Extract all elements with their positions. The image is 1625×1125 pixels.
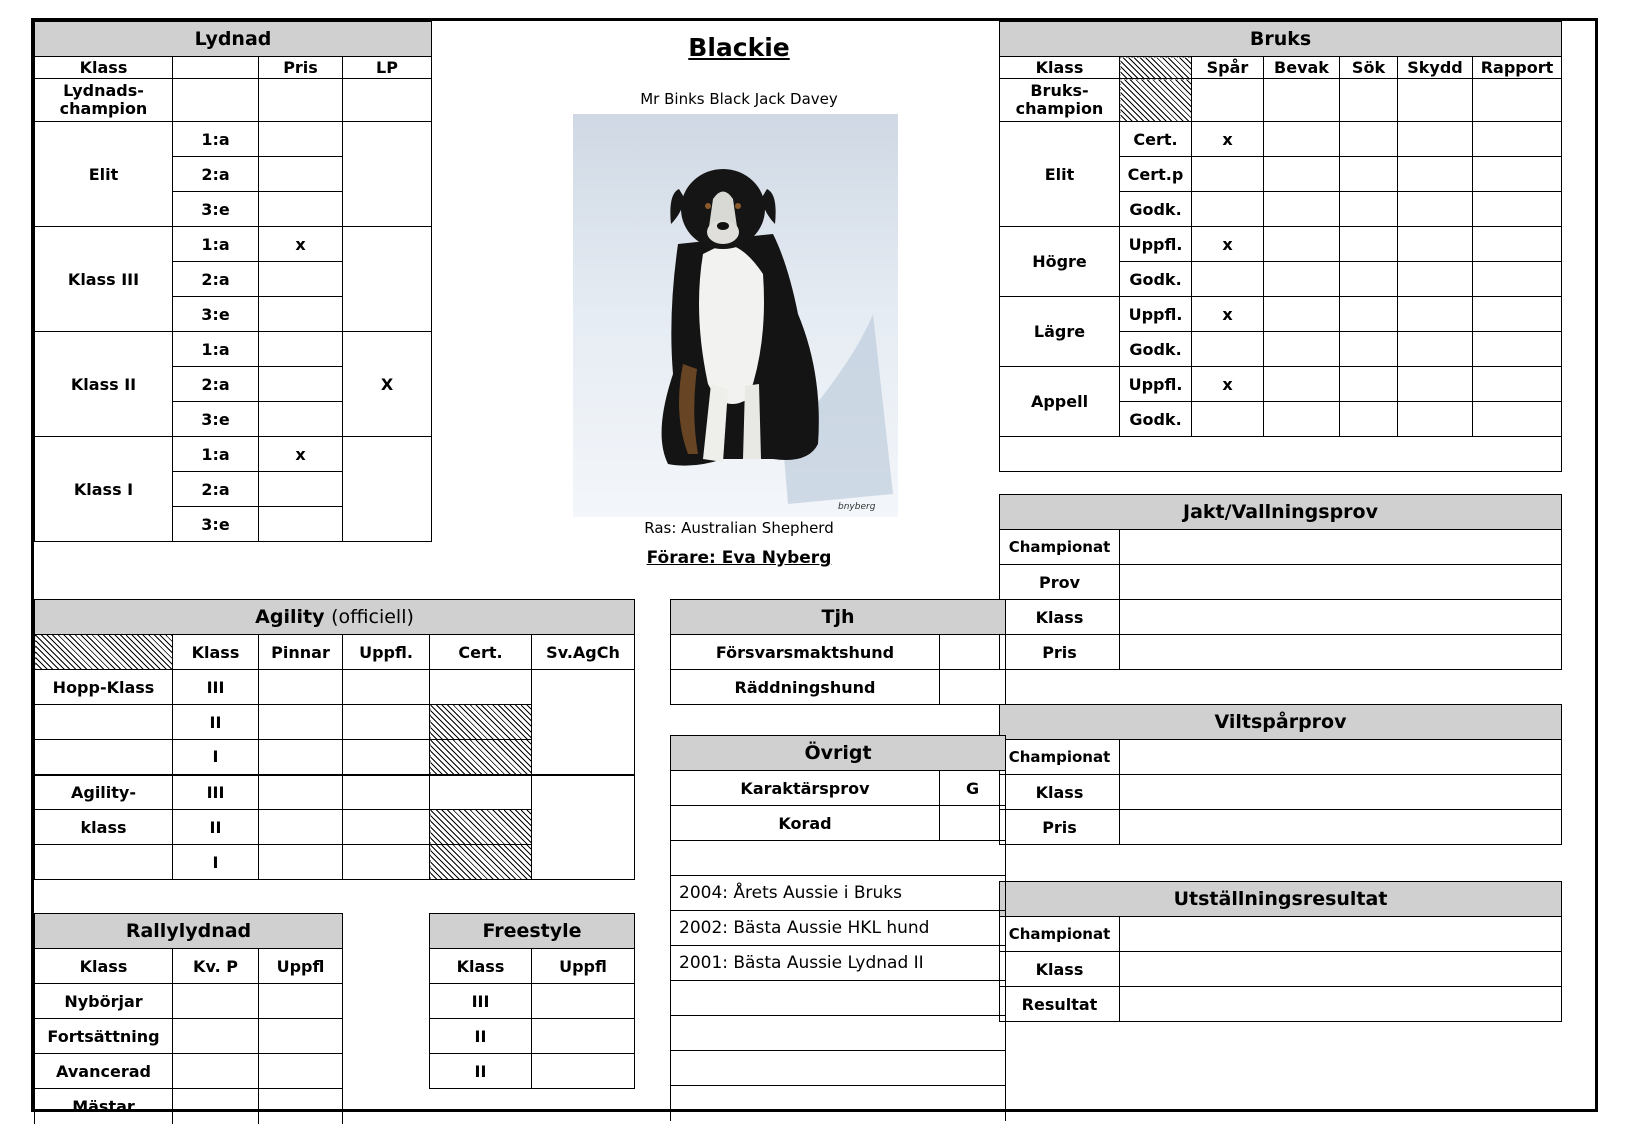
jakt-value	[1120, 600, 1562, 635]
lydnad-header-klass: Klass	[35, 57, 173, 79]
bruks-sub-godk: Godk.	[1120, 192, 1192, 227]
ovrigt-row-label: Karaktärsprov	[671, 771, 940, 806]
bruks-spar-mark: x	[1192, 122, 1264, 157]
vilt-value	[1120, 775, 1562, 810]
vilt-row-klass: Klass	[1000, 775, 1120, 810]
lydnad-pris-cell	[259, 507, 343, 542]
lydnad-place: 1:a	[173, 122, 259, 157]
lydnad-pris-cell	[259, 332, 343, 367]
bruks-sub-godk: Godk.	[1120, 332, 1192, 367]
agility-header-cert: Cert.	[430, 635, 532, 670]
bruks-cell	[1473, 227, 1562, 262]
bruks-header-rapport: Rapport	[1473, 57, 1562, 79]
bruks-cell	[1473, 332, 1562, 367]
bruks-cell	[1398, 227, 1473, 262]
bruks-cell	[1192, 157, 1264, 192]
dog-breed: Ras: Australian Shepherd	[644, 519, 834, 537]
bruks-cell	[1340, 192, 1398, 227]
bruks-cell	[1473, 402, 1562, 437]
bruks-spar-mark: x	[1192, 297, 1264, 332]
agility-hopp-label: Hopp-Klass	[35, 670, 173, 705]
freestyle-table	[429, 913, 635, 1089]
ovrigt-row-value	[940, 806, 1006, 841]
agility-cell	[35, 705, 173, 740]
bruks-class-elit: Elit	[1000, 122, 1120, 227]
bruks-class-lagre: Lägre	[1000, 297, 1120, 367]
agility-cell	[343, 810, 430, 845]
bruks-header-sok: Sök	[1340, 57, 1398, 79]
bruks-cell	[1340, 157, 1398, 192]
bruks-cell	[1264, 262, 1340, 297]
agility-cell	[259, 845, 343, 880]
utst-row-resultat: Resultat	[1000, 987, 1120, 1022]
lydnad-place: 3:e	[173, 402, 259, 437]
agility-title	[35, 600, 635, 635]
utst-value	[1120, 952, 1562, 987]
bruks-header-bevak: Bevak	[1264, 57, 1340, 79]
utst-title: Utställningsresultat	[1000, 882, 1562, 917]
lydnad-place: 2:a	[173, 157, 259, 192]
rally-table	[34, 913, 343, 1124]
freestyle-row-level: III	[430, 984, 532, 1019]
rally-row-nyborjar: Nybörjar	[35, 984, 173, 1019]
bruks-hatched-cell	[1120, 79, 1192, 122]
agility-level: III	[173, 670, 259, 705]
vilt-value	[1120, 810, 1562, 845]
rally-cell	[173, 1054, 259, 1089]
agility-cell	[259, 740, 343, 775]
jakt-row-championat: Championat	[1000, 530, 1120, 565]
vilt-table	[999, 704, 1562, 845]
bruks-cell	[1340, 402, 1398, 437]
photo-signature: bnyberg	[838, 502, 876, 512]
agility-cert-hatched	[430, 740, 532, 775]
freestyle-row-level: II	[430, 1054, 532, 1089]
utst-table	[999, 881, 1562, 1022]
lydnad-pris-cell	[259, 297, 343, 332]
jakt-row-prov: Prov	[1000, 565, 1120, 600]
bruks-cell	[1398, 122, 1473, 157]
ovrigt-note: 2001: Bästa Aussie Lydnad II	[671, 946, 1006, 981]
rally-cell	[173, 984, 259, 1019]
bruks-cell	[1398, 402, 1473, 437]
bruks-cell	[1340, 262, 1398, 297]
agility-level: I	[173, 740, 259, 775]
lydnad-lp-cell	[343, 122, 432, 227]
rally-cell	[173, 1019, 259, 1054]
bruks-cell	[1473, 79, 1562, 122]
lydnad-class-klass-ii: Klass II	[35, 332, 173, 437]
agility-header-klass: Klass	[173, 635, 259, 670]
bruks-spar-mark: x	[1192, 367, 1264, 402]
agility-level: III	[173, 775, 259, 810]
bruks-class-hogre: Högre	[1000, 227, 1120, 297]
lydnad-pris-cell	[259, 192, 343, 227]
bruks-cell	[1192, 192, 1264, 227]
rally-row-avancerad: Avancerad	[35, 1054, 173, 1089]
lydnad-place: 3:e	[173, 192, 259, 227]
ovrigt-blank-row	[671, 1051, 1006, 1086]
lydnad-lp-cell	[343, 227, 432, 332]
bruks-champion-label: Bruks-champion	[1000, 79, 1120, 122]
freestyle-cell	[532, 1054, 635, 1089]
jakt-title: Jakt/Vallningsprov	[1000, 495, 1562, 530]
lydnad-champion-label: Lydnads-champion	[35, 79, 173, 122]
bruks-cell	[1192, 262, 1264, 297]
bruks-cell	[1192, 79, 1264, 122]
agility-cell	[343, 845, 430, 880]
bruks-sub-godk: Godk.	[1120, 402, 1192, 437]
agility-cell	[430, 775, 532, 810]
agility-cell	[430, 670, 532, 705]
agility-cell	[259, 705, 343, 740]
lydnad-class-elit: Elit	[35, 122, 173, 227]
bruks-cell	[1473, 192, 1562, 227]
agility-klass-label-1: Agility-	[35, 775, 173, 810]
bruks-header-hatched	[1120, 57, 1192, 79]
bruks-cell	[1264, 402, 1340, 437]
agility-svagch-cell	[532, 670, 635, 775]
bruks-spar-mark: x	[1192, 227, 1264, 262]
bruks-cell	[1340, 122, 1398, 157]
dog-handler: Förare: Eva Nyberg	[646, 548, 832, 568]
lydnad-header-blank	[173, 57, 259, 79]
ovrigt-blank-row	[671, 1086, 1006, 1121]
bruks-cell	[1398, 157, 1473, 192]
bruks-cell	[1264, 227, 1340, 262]
agility-level: II	[173, 705, 259, 740]
bruks-cell	[1264, 297, 1340, 332]
bruks-cell	[1340, 297, 1398, 332]
vilt-row-pris: Pris	[1000, 810, 1120, 845]
freestyle-header-klass: Klass	[430, 949, 532, 984]
rally-header-uppfl: Uppfl	[259, 949, 343, 984]
bruks-cell	[1398, 262, 1473, 297]
lydnad-pris-mark: x	[259, 227, 343, 262]
bruks-sub-uppfl: Uppfl.	[1120, 367, 1192, 402]
lydnad-cell	[173, 79, 259, 122]
lydnad-place: 2:a	[173, 262, 259, 297]
bruks-sub-godk: Godk.	[1120, 262, 1192, 297]
bruks-sub-cert: Cert.	[1120, 122, 1192, 157]
rally-header-klass: Klass	[35, 949, 173, 984]
lydnad-header-lp: LP	[343, 57, 432, 79]
lydnad-pris-cell	[259, 367, 343, 402]
lydnad-place: 2:a	[173, 367, 259, 402]
vilt-row-championat: Championat	[1000, 740, 1120, 775]
agility-cell	[35, 740, 173, 775]
rally-title: Rallylydnad	[35, 914, 343, 949]
rally-header-kvp: Kv. P	[173, 949, 259, 984]
lydnad-lp-mark: X	[343, 332, 432, 437]
bruks-cell	[1473, 297, 1562, 332]
ovrigt-row-value: G	[940, 771, 1006, 806]
bruks-cell	[1264, 192, 1340, 227]
ovrigt-blank-row	[671, 981, 1006, 1016]
agility-header-hatched	[35, 635, 173, 670]
tjh-row-forsvar: Försvarsmaktshund	[671, 635, 940, 670]
ovrigt-row-label: Korad	[671, 806, 940, 841]
dog-full-name: Mr Binks Black Jack Davey	[640, 90, 838, 108]
bruks-cell	[1473, 122, 1562, 157]
ovrigt-title: Övrigt	[671, 736, 1006, 771]
bruks-cell	[1192, 332, 1264, 367]
lydnad-header-pris: Pris	[259, 57, 343, 79]
agility-table	[34, 599, 635, 880]
bruks-sub-certp: Cert.p	[1120, 157, 1192, 192]
vilt-title: Viltspårprov	[1000, 705, 1562, 740]
rally-cell	[259, 1089, 343, 1124]
agility-header-svagch: Sv.AgCh	[532, 635, 635, 670]
bruks-cell	[1264, 367, 1340, 402]
bruks-cell	[1398, 79, 1473, 122]
lydnad-lp-cell	[343, 437, 432, 542]
bruks-cell	[1340, 79, 1398, 122]
rally-cell	[259, 1019, 343, 1054]
bruks-header-skydd: Skydd	[1398, 57, 1473, 79]
jakt-value	[1120, 635, 1562, 670]
freestyle-title: Freestyle	[430, 914, 635, 949]
bruks-header-spar: Spår	[1192, 57, 1264, 79]
lydnad-pris-cell	[259, 262, 343, 297]
lydnad-pris-mark: x	[259, 437, 343, 472]
tjh-table	[670, 599, 1006, 705]
lydnad-place: 1:a	[173, 437, 259, 472]
dog-photo	[573, 114, 898, 517]
jakt-table	[999, 494, 1562, 670]
lydnad-class-klass-iii: Klass III	[35, 227, 173, 332]
bruks-cell	[1398, 332, 1473, 367]
bruks-sub-uppfl: Uppfl.	[1120, 297, 1192, 332]
bruks-cell	[1398, 297, 1473, 332]
lydnad-table	[34, 21, 432, 542]
lydnad-pris-cell	[259, 122, 343, 157]
dog-header	[434, 18, 1044, 568]
bruks-class-appell: Appell	[1000, 367, 1120, 437]
freestyle-cell	[532, 1019, 635, 1054]
rally-cell	[173, 1089, 259, 1124]
agility-header-uppfl: Uppfl.	[343, 635, 430, 670]
ovrigt-note: 2002: Bästa Aussie HKL hund	[671, 911, 1006, 946]
agility-cell	[35, 845, 173, 880]
agility-header-pinnar: Pinnar	[259, 635, 343, 670]
agility-level: I	[173, 845, 259, 880]
agility-title-suffix: (officiell)	[331, 606, 414, 628]
agility-svagch-cell	[532, 775, 635, 880]
bruks-cell	[1473, 157, 1562, 192]
bruks-title: Bruks	[1000, 22, 1562, 57]
bruks-cell	[1473, 367, 1562, 402]
bruks-cell	[1340, 367, 1398, 402]
agility-cert-hatched	[430, 810, 532, 845]
bruks-cell	[1340, 227, 1398, 262]
agility-cell	[343, 670, 430, 705]
rally-row-fortsattning: Fortsättning	[35, 1019, 173, 1054]
agility-level: II	[173, 810, 259, 845]
agility-cert-hatched	[430, 705, 532, 740]
ovrigt-blank-row	[671, 841, 1006, 876]
results-sheet	[31, 18, 1598, 1116]
bruks-cell	[1192, 402, 1264, 437]
bruks-cell	[1264, 79, 1340, 122]
lydnad-place: 3:e	[173, 297, 259, 332]
agility-klass-label-2: klass	[35, 810, 173, 845]
lydnad-pris-cell	[259, 402, 343, 437]
lydnad-place: 2:a	[173, 472, 259, 507]
bruks-cell	[1398, 367, 1473, 402]
lydnad-place: 3:e	[173, 507, 259, 542]
bruks-cell	[1264, 157, 1340, 192]
bruks-cell	[1340, 332, 1398, 367]
agility-cell	[259, 775, 343, 810]
tjh-title: Tjh	[671, 600, 1006, 635]
bruks-cell	[1264, 332, 1340, 367]
ovrigt-table	[670, 735, 1006, 1121]
jakt-row-pris: Pris	[1000, 635, 1120, 670]
utst-value	[1120, 917, 1562, 952]
jakt-row-klass: Klass	[1000, 600, 1120, 635]
bruks-table	[999, 21, 1562, 472]
bruks-header-klass: Klass	[1000, 57, 1120, 79]
agility-cell	[259, 810, 343, 845]
tjh-value	[940, 670, 1006, 705]
agility-cert-hatched	[430, 845, 532, 880]
rally-cell	[259, 1054, 343, 1089]
bruks-sub-uppfl: Uppfl.	[1120, 227, 1192, 262]
tjh-value	[940, 635, 1006, 670]
lydnad-pris-cell	[259, 472, 343, 507]
bruks-spacer-row	[1000, 437, 1562, 472]
lydnad-cell	[343, 79, 432, 122]
lydnad-pris-cell	[259, 157, 343, 192]
rally-cell	[259, 984, 343, 1019]
rally-row-mastar: Mästar	[35, 1089, 173, 1124]
jakt-value	[1120, 530, 1562, 565]
freestyle-header-uppfl: Uppfl	[532, 949, 635, 984]
ovrigt-note: 2004: Årets Aussie i Bruks	[671, 876, 1006, 911]
utst-row-klass: Klass	[1000, 952, 1120, 987]
jakt-value	[1120, 565, 1562, 600]
lydnad-cell	[259, 79, 343, 122]
bruks-cell	[1473, 262, 1562, 297]
tjh-row-raddning: Räddningshund	[671, 670, 940, 705]
utst-value	[1120, 987, 1562, 1022]
bruks-cell	[1398, 192, 1473, 227]
utst-row-championat: Championat	[1000, 917, 1120, 952]
agility-cell	[343, 740, 430, 775]
lydnad-class-klass-i: Klass I	[35, 437, 173, 542]
agility-cell	[343, 705, 430, 740]
agility-cell	[343, 775, 430, 810]
agility-title-main: Agility	[255, 606, 325, 628]
ovrigt-blank-row	[671, 1016, 1006, 1051]
bruks-cell	[1264, 122, 1340, 157]
freestyle-cell	[532, 984, 635, 1019]
lydnad-place: 1:a	[173, 227, 259, 262]
vilt-value	[1120, 740, 1562, 775]
agility-cell	[259, 670, 343, 705]
freestyle-row-level: II	[430, 1019, 532, 1054]
dog-name: Blackie	[688, 33, 790, 62]
lydnad-place: 1:a	[173, 332, 259, 367]
lydnad-title: Lydnad	[35, 22, 432, 57]
